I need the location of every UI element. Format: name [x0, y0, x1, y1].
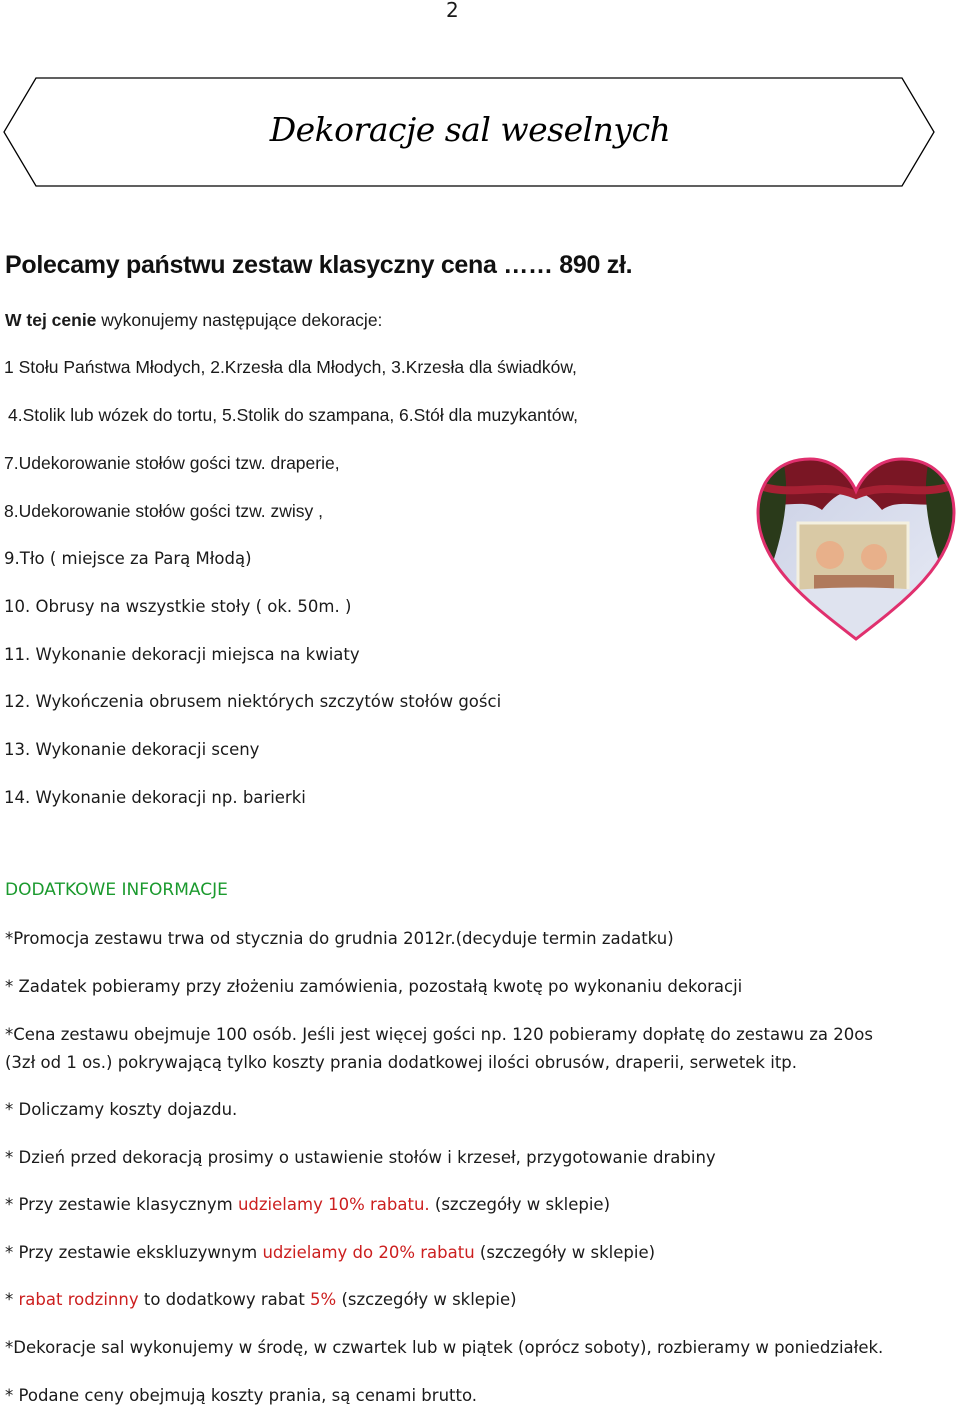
- list-item: 12. Wykończenia obrusem niektórych szczytów stołów gości: [4, 692, 502, 711]
- text: (szczegóły w sklepie): [474, 1243, 656, 1262]
- discount-highlight: rabat rodzinny: [18, 1290, 139, 1309]
- text: * Przy zestawie klasycznym: [5, 1195, 238, 1214]
- discount-highlight: udzielamy 10% rabatu.: [237, 1195, 430, 1214]
- price-note-line1: *Cena zestawu obejmuje 100 osób. Jeśli jest więcej gości np. 120 pobieramy dopłatę do zestawu za 20os: [5, 1025, 873, 1044]
- promo-note: *Promocja zestawu trwa od stycznia do grudnia 2012r.(decyduje termin zadatku): [5, 929, 674, 948]
- classic-discount-note: [5, 1195, 610, 1214]
- list-item: 4.Stolik lub wózek do tortu, 5.Stolik do szampana, 6.Stół dla muzykantów,: [8, 405, 579, 425]
- text: to dodatkowy rabat: [138, 1290, 311, 1309]
- additional-info-title: DODATKOWE INFORMACJE: [5, 880, 228, 900]
- text: (szczegóły w sklepie): [429, 1195, 611, 1214]
- intro-rest: wykonujemy następujące dekoracje:: [96, 310, 383, 330]
- text: (szczegóły w sklepie): [336, 1290, 517, 1309]
- offer-heading: Polecamy państwu zestaw klasyczny cena …… 890 zł.: [5, 251, 633, 279]
- text: *: [5, 1290, 19, 1309]
- schedule-note: *Dekoracje sal wykonujemy w środę, w czwartek lub w piątek (oprócz soboty), rozbieramy w poniedziałek.: [5, 1338, 884, 1357]
- discount-highlight: 5%: [310, 1290, 337, 1309]
- offer-intro: [5, 310, 382, 331]
- page-title: Dekoracje sal weselnych: [269, 110, 671, 149]
- heart-photo: [752, 455, 960, 645]
- prices-note: * Podane ceny obejmują koszty prania, są cenami brutto.: [5, 1386, 478, 1405]
- deposit-note: * Zadatek pobieramy przy złożeniu zamówienia, pozostałą kwotę po wykonaniu dekoracji: [5, 977, 743, 996]
- list-item: 1 Stołu Państwa Młodych, 2.Krzesła dla Młodych, 3.Krzesła dla świadków,: [4, 357, 577, 377]
- text: * Przy zestawie ekskluzywnym: [5, 1243, 263, 1262]
- list-item: 7.Udekorowanie stołów gości tzw. draperie,: [4, 453, 340, 473]
- exclusive-discount-note: [5, 1243, 655, 1262]
- list-item: 11. Wykonanie dekoracji miejsca na kwiaty: [4, 645, 360, 664]
- list-item: 9.Tło ( miejsce za Parą Młodą): [4, 549, 252, 568]
- day-before-note: * Dzień przed dekoracją prosimy o ustawienie stołów i krzeseł, przygotowanie drabiny: [5, 1148, 716, 1167]
- travel-note: * Doliczamy koszty dojazdu.: [5, 1100, 238, 1119]
- list-item: 10. Obrusy na wszystkie stoły ( ok. 50m. ): [4, 597, 352, 616]
- page-number: 2: [446, 0, 459, 22]
- discount-highlight: udzielamy do 20% rabatu: [262, 1243, 475, 1262]
- list-item: 13. Wykonanie dekoracji sceny: [4, 740, 260, 759]
- list-item: 8.Udekorowanie stołów gości tzw. zwisy ,: [4, 501, 324, 521]
- price-note-line2: (3zł od 1 os.) pokrywającą tylko koszty prania dodatkowej ilości obrusów, draperii, serwetek itp.: [5, 1053, 798, 1072]
- family-discount-note: [5, 1290, 517, 1309]
- intro-bold: W tej cenie: [5, 310, 97, 330]
- list-item: 14. Wykonanie dekoracji np. barierki: [4, 788, 306, 807]
